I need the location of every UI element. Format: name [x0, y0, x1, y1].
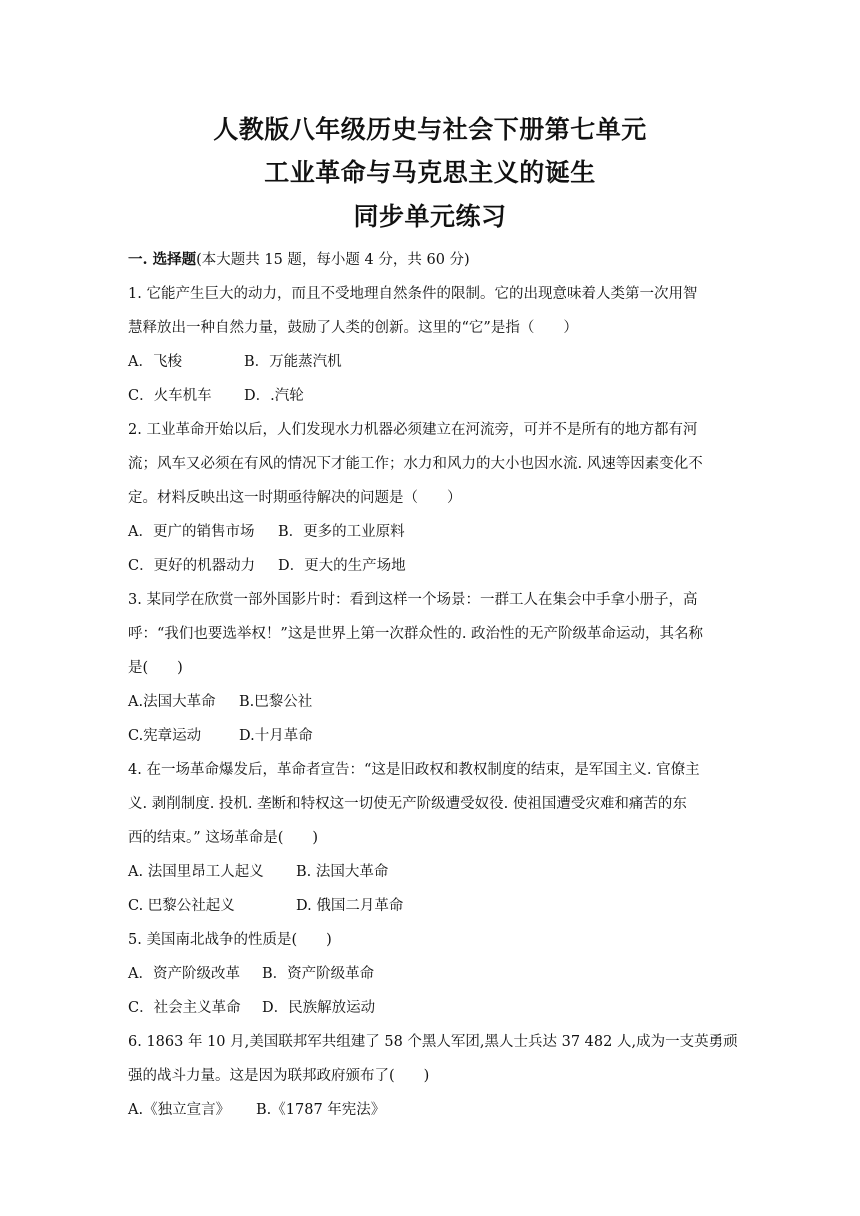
document-title-line-2: 工业革命与马克思主义的诞生	[264, 158, 596, 187]
option-a: A. 法国里昂工人起义	[128, 864, 264, 880]
question-text: 6. 1863 年 10 月,美国联邦军共组建了 58 个黑人军团,黑人士兵达 37 482 人,成为一支英勇顽	[128, 1034, 738, 1050]
option-row	[128, 991, 734, 1025]
question-2	[128, 413, 734, 583]
option-b: B．万能蒸汽机	[244, 354, 342, 370]
option-row	[128, 515, 734, 549]
option-a: A．资产阶级改革	[128, 966, 240, 982]
question-text: 3. 某同学在欣赏一部外国影片时：看到这样一个场景：一群工人在集会中手拿小册子，高	[128, 592, 698, 608]
option-c: C. 巴黎公社起义	[128, 898, 235, 914]
option-d: D．.汽轮	[244, 388, 304, 404]
section-note: (本大题共 15 题，每小题 4 分，共 60 分)	[196, 252, 470, 268]
question-text: 定。材料反映出这一时期亟待解决的问题是（ ）	[128, 490, 462, 506]
document-title-line-1: 人教版八年级历史与社会下册第七单元	[213, 115, 647, 144]
question-4	[128, 753, 734, 923]
question-text: 1. 它能产生巨大的动力，而且不受地理自然条件的限制。它的出现意味着人类第一次用智	[128, 286, 698, 302]
question-3	[128, 583, 734, 753]
option-row	[128, 889, 734, 923]
option-c: C．更好的机器动力	[128, 558, 256, 574]
option-a: A.法国大革命	[128, 694, 216, 710]
option-row	[128, 379, 734, 413]
question-5	[128, 923, 734, 1025]
option-b: B．更多的工业原料	[278, 524, 405, 540]
option-d: D. 俄国二月革命	[296, 898, 404, 914]
question-list	[128, 243, 738, 1127]
option-row	[128, 549, 734, 583]
option-row	[128, 719, 734, 753]
question-text: 流；风车又必须在有风的情况下才能工作；水力和风力的大小也因水流. 风速等因素变化不	[128, 456, 703, 472]
question-text: 义. 剥削制度. 投机. 垄断和特权这一切使无产阶级遭受奴役. 使祖国遭受灾难和痛苦的东	[128, 796, 687, 812]
question-text: 西的结束。” 这场革命是( )	[128, 830, 319, 846]
question-text: 4. 在一场革命爆发后，革命者宣告：“这是旧政权和教权制度的结束，是军国主义. 官僚主	[128, 762, 700, 778]
option-b: B.巴黎公社	[239, 694, 313, 710]
option-b: B.《1787 年宪法》	[256, 1102, 386, 1118]
option-row	[128, 957, 734, 991]
option-b: B. 法国大革命	[296, 864, 389, 880]
option-d: D.十月革命	[239, 728, 313, 744]
section-heading	[128, 243, 734, 277]
option-c: C．火车机车	[128, 388, 212, 404]
question-text: 呼：“我们也要选举权！”这是世界上第一次群众性的. 政治性的无产阶级革命运动，其名称	[128, 626, 704, 642]
question-1	[128, 277, 734, 413]
document-title-line-3: 同步单元练习	[353, 202, 507, 231]
option-a: A.《独立宣言》	[128, 1102, 231, 1118]
option-c: C．社会主义革命	[128, 1000, 241, 1016]
question-text: 慧释放出一种自然力量，鼓励了人类的创新。这里的“它”是指（ ）	[128, 320, 578, 336]
section-label: 一. 选择题	[128, 251, 197, 268]
option-a: A．飞梭	[128, 354, 182, 370]
option-row	[128, 345, 734, 379]
question-text: 是( )	[128, 660, 183, 676]
option-d: D．更大的生产场地	[278, 558, 406, 574]
option-b: B．资产阶级革命	[262, 966, 375, 982]
question-text: 5. 美国南北战争的性质是( )	[128, 932, 332, 948]
option-row	[128, 1093, 734, 1127]
option-c: C.宪章运动	[128, 728, 202, 744]
question-text: 强的战斗力量。这是因为联邦政府颁布了( )	[128, 1068, 430, 1084]
option-row	[128, 855, 734, 889]
option-a: A．更广的销售市场	[128, 524, 255, 540]
option-d: D．民族解放运动	[262, 1000, 376, 1016]
option-row	[128, 685, 734, 719]
question-6	[128, 1025, 738, 1127]
question-text: 2. 工业革命开始以后，人们发现水力机器必须建立在河流旁，可并不是所有的地方都有河	[128, 422, 698, 438]
